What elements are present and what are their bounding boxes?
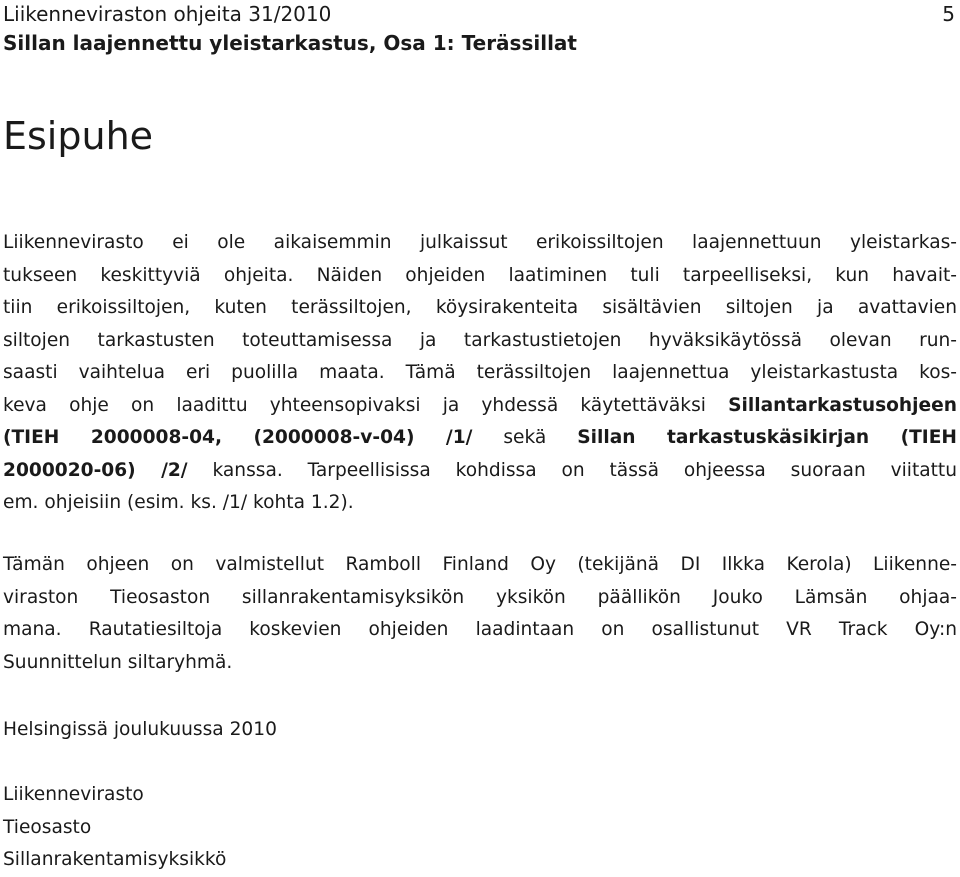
page-number: 5	[942, 2, 955, 26]
reference-title: Sillantarkastusohjeen	[728, 394, 957, 416]
text-segment: keva ohje on laadittu yhteensopivaksi ja yhdessä käytettäväksi	[3, 394, 729, 416]
text-line: tukseen keskittyviä ohjeita. Näiden ohjeiden laatiminen tuli tarpeelliseksi, kun havait-	[3, 264, 957, 286]
text-line	[3, 455, 957, 488]
text-line	[3, 422, 957, 455]
signature-org: Liikennevirasto	[3, 784, 144, 805]
series-title: Liikenneviraston ohjeita 31/2010	[3, 2, 332, 26]
text-line: saasti vaihtelua eri puolilla maata. Tämä terässiltojen laajennettua yleistarkastusta kos-	[3, 362, 957, 383]
text-line: em. ohjeisiin (esim. ks. /1/ kohta 1.2).	[3, 492, 354, 513]
document-title: Sillan laajennettu yleistarkastus, Osa 1: Terässillat	[3, 31, 577, 55]
text-line: mana. Rautatiesiltoja koskevien ohjeiden laadintaan on osallistunut VR Track Oy:n	[3, 619, 957, 640]
text-line: Tämän ohjeen on valmistellut Ramboll Finland Oy (tekijänä DI Ilkka Kerola) Liikenne-	[3, 554, 957, 575]
signature-department: Tieosasto	[3, 816, 92, 838]
signature-unit: Sillanrakentamisyksikkö	[3, 849, 227, 870]
place-date-text: Helsingissä joulukuussa 2010	[3, 719, 277, 740]
reference-code: (TIEH 2000008-04, (2000008-v-04) /1/	[3, 427, 473, 448]
text-line: Liikennevirasto ei ole aikaisemmin julkaissut erikoissiltojen laajennettuun yleistarkas-	[3, 232, 957, 253]
text-line	[3, 390, 957, 423]
page-title: Esipuhe	[3, 114, 154, 158]
text-line: Suunnittelun siltaryhmä.	[3, 651, 233, 673]
reference-code: 2000020-06) /2/	[3, 459, 188, 481]
document-page	[3, 0, 957, 874]
paragraph-intro	[3, 227, 957, 520]
signature-block	[3, 779, 957, 877]
text-line: tiin erikoissiltojen, kuten terässiltojen, köysirakenteita sisältävien siltojen ja avattavien	[3, 297, 957, 318]
text-line: siltojen tarkastusten toteuttamisessa ja tarkastustietojen hyväksikäytössä olevan run-	[3, 329, 957, 351]
reference-title: Sillan tarkastuskäsikirjan (TIEH	[577, 427, 957, 448]
running-header	[3, 0, 957, 58]
text-segment: kanssa. Tarpeellisissa kohdissa on tässä ohjeessa suoraan viitattu	[187, 459, 957, 481]
text-segment: sekä	[472, 427, 578, 448]
text-line: viraston Tieosaston sillanrakentamisyksikön yksikön päällikön Jouko Lämsän ohjaa-	[3, 586, 957, 608]
place-date	[3, 714, 957, 747]
paragraph-authors	[3, 549, 957, 679]
